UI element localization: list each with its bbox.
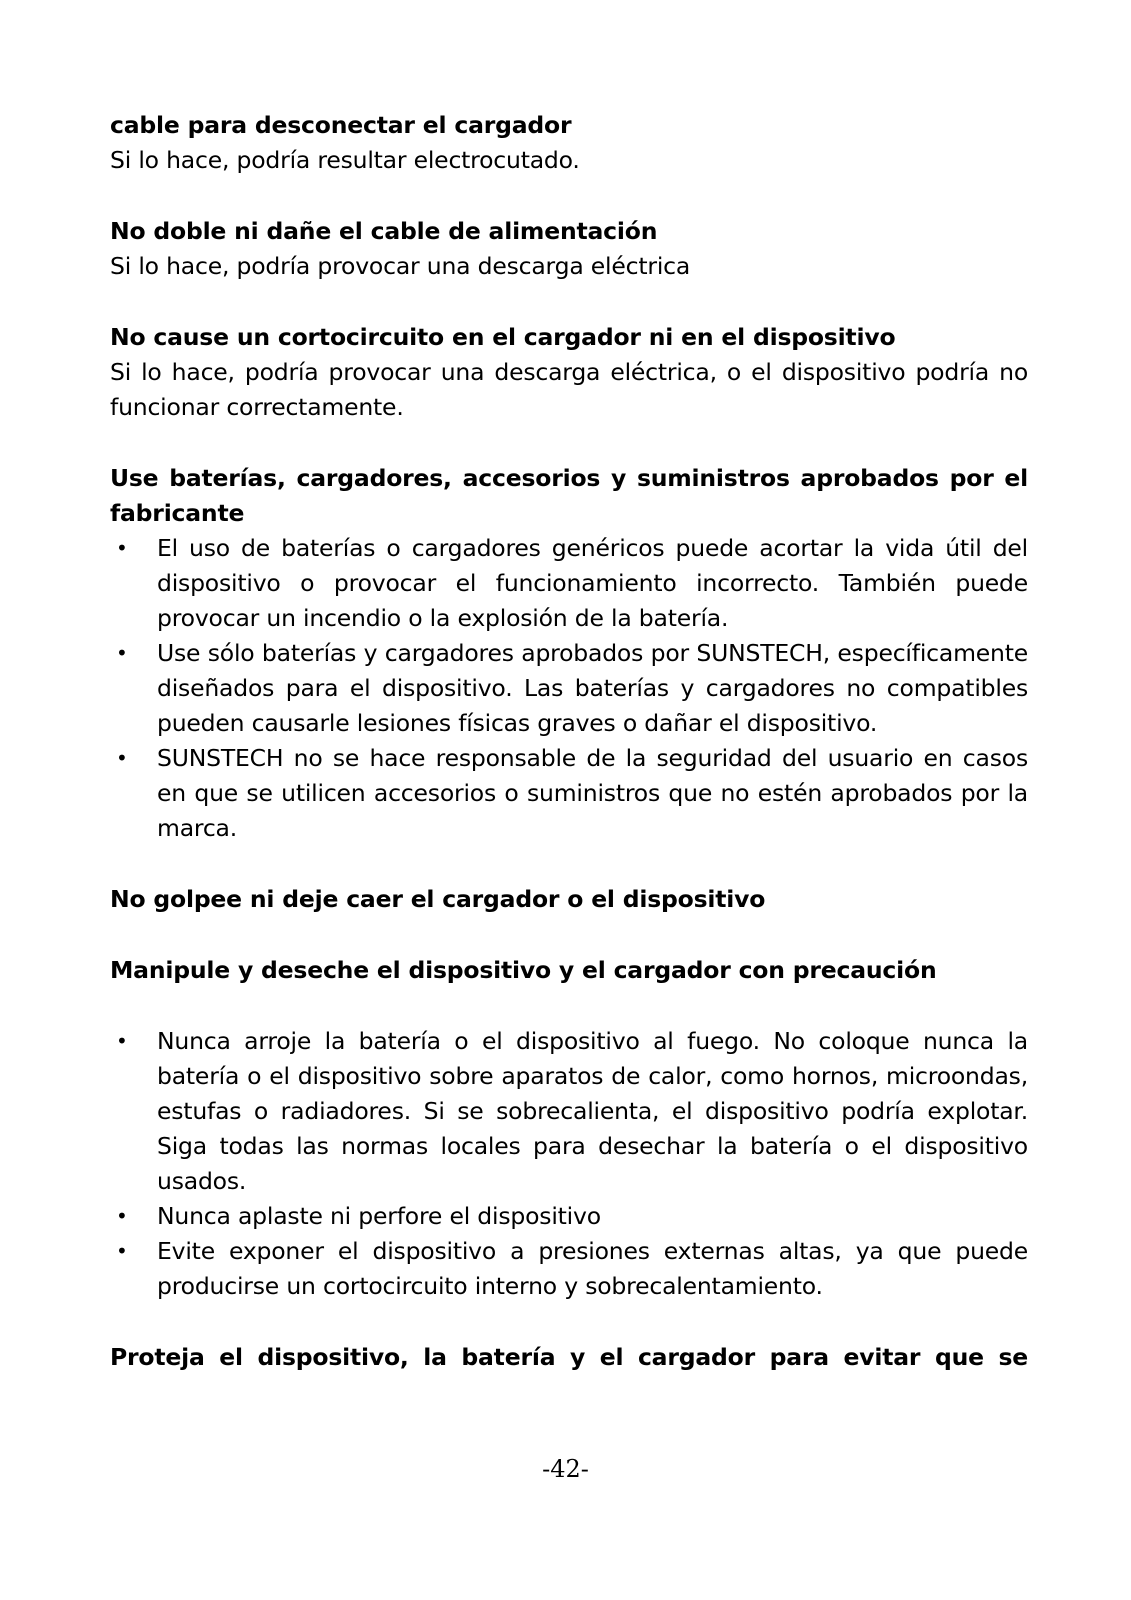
section-heading: No golpee ni deje caer el cargador o el dispositivo bbox=[110, 885, 766, 913]
section-heading: No cause un cortocircuito en el cargador ni en el dispositivo bbox=[110, 323, 896, 351]
section-drop bbox=[110, 882, 1028, 917]
bullet-icon: • bbox=[116, 536, 128, 560]
bullet-list bbox=[110, 1024, 1028, 1304]
bullet-icon: • bbox=[116, 1204, 128, 1228]
list-item: • Nunca arroje la batería o el dispositivo al fuego. No coloque nunca la batería o el dispositivo sobre aparatos de calor, como hornos, microondas, estufas o radiadores. Si se sobrecalienta, el dispositivo podría explotar. Siga todas las normas locales para desechar la batería o el dispositivo usados. bbox=[110, 1024, 1028, 1199]
section-heading: cable para desconectar el cargador bbox=[110, 111, 572, 139]
section-handle-dispose bbox=[110, 953, 1028, 1304]
document-page bbox=[110, 108, 1028, 1375]
list-item: • Evite exponer el dispositivo a presiones externas altas, ya que puede producirse un cortocircuito interno y sobrecalentamiento. bbox=[110, 1234, 1028, 1304]
list-item: • Use sólo baterías y cargadores aprobados por SUNSTECH, específicamente diseñados para el dispositivo. Las baterías y cargadores no compatibles pueden causarle lesiones físicas graves o dañar el dispositivo. bbox=[110, 636, 1028, 741]
page-number: -42- bbox=[542, 1455, 589, 1483]
list-item: • SUNSTECH no se hace responsable de la seguridad del usuario en casos en que se utilicen accesorios o suministros que no estén aprobados por la marca. bbox=[110, 741, 1028, 846]
section-charger-disconnect bbox=[110, 108, 1028, 178]
section-body: Si lo hace, podría resultar electrocutado. bbox=[110, 146, 580, 174]
section-protect bbox=[110, 1340, 1028, 1375]
list-item: • Nunca aplaste ni perfore el dispositivo bbox=[110, 1199, 1028, 1234]
section-heading: No doble ni dañe el cable de alimentación bbox=[110, 217, 658, 245]
section-approved-accessories bbox=[110, 461, 1028, 846]
section-body: Si lo hace, podría provocar una descarga eléctrica bbox=[110, 252, 691, 280]
bullet-list bbox=[110, 531, 1028, 846]
section-heading: Use baterías, cargadores, accesorios y suministros aprobados por el fabricante bbox=[110, 464, 1028, 527]
section-short-circuit bbox=[110, 320, 1028, 425]
bullet-icon: • bbox=[116, 641, 128, 665]
section-body: Si lo hace, podría provocar una descarga eléctrica, o el dispositivo podría no funcionar correctamente. bbox=[110, 358, 1028, 421]
section-power-cable bbox=[110, 214, 1028, 284]
section-heading: Manipule y deseche el dispositivo y el cargador con precaución bbox=[110, 956, 937, 984]
bullet-icon: • bbox=[116, 746, 128, 770]
list-item: • El uso de baterías o cargadores genéricos puede acortar la vida útil del dispositivo o provocar el funcionamiento incorrecto. También puede provocar un incendio o la explosión de la batería. bbox=[110, 531, 1028, 636]
section-heading: Proteja el dispositivo, la batería y el cargador para evitar que se bbox=[110, 1343, 1028, 1371]
bullet-icon: • bbox=[116, 1029, 128, 1053]
bullet-icon: • bbox=[116, 1239, 128, 1263]
